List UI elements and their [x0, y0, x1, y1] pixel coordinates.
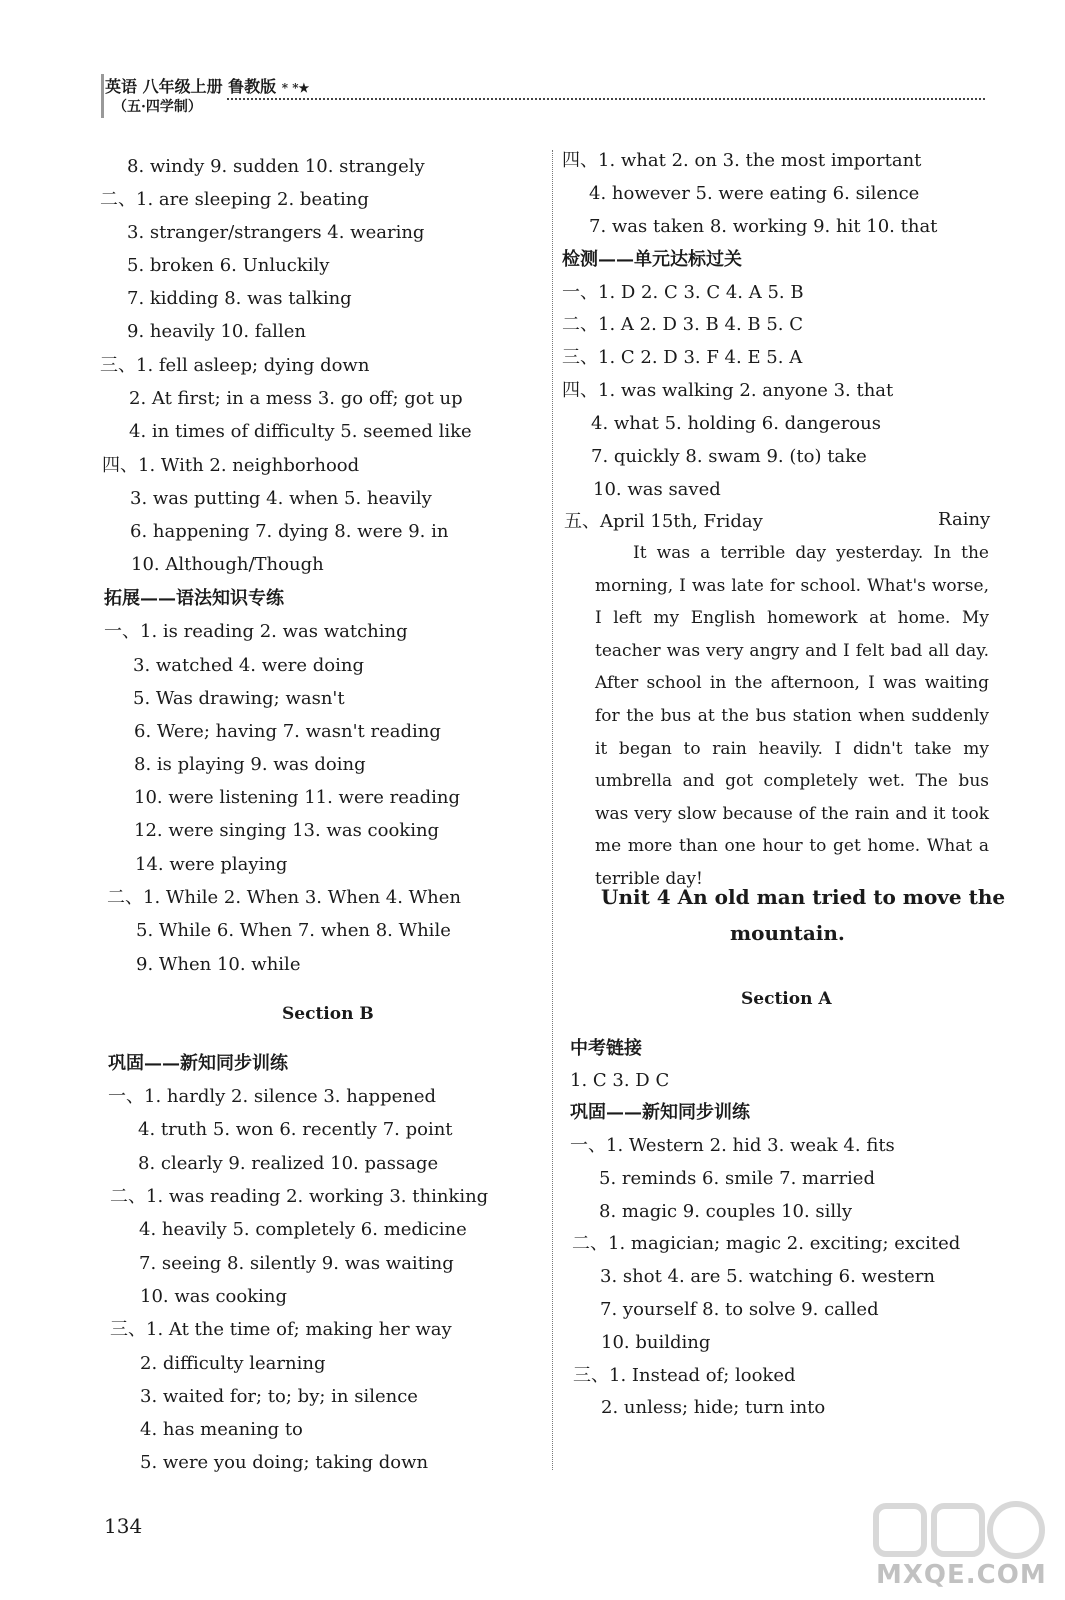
section-b-heading: Section B — [282, 1004, 374, 1024]
answer-line: 3. shot 4. are 5. watching 6. western — [600, 1266, 935, 1287]
book-title — [105, 74, 309, 97]
page-number: 134 — [104, 1514, 143, 1538]
answer-line: 二、1. While 2. When 3. When 4. When — [107, 887, 462, 908]
section-heading: 中考链接 — [570, 1038, 642, 1059]
answer-line: 9. heavily 10. fallen — [127, 321, 306, 342]
column-divider — [552, 150, 553, 1470]
answer-line: 3. watched 4. were doing — [133, 655, 365, 676]
answer-line: 6. Were; having 7. wasn't reading — [134, 721, 441, 742]
answer-line: 3. was putting 4. when 5. heavily — [130, 488, 432, 509]
answer-line: 2. difficulty learning — [140, 1353, 326, 1374]
answer-line: 12. were singing 13. was cooking — [134, 820, 440, 841]
answer-line: 4. truth 5. won 6. recently 7. point — [138, 1119, 453, 1140]
answer-line: 8. clearly 9. realized 10. passage — [138, 1153, 439, 1174]
answer-line: 一、1. is reading 2. was watching — [104, 621, 408, 642]
answer-line: 2. At first; in a mess 3. go off; got up — [129, 388, 463, 409]
answer-line: 8. windy 9. sudden 10. strangely — [127, 156, 425, 177]
answer-line: 4. however 5. were eating 6. silence — [589, 183, 920, 204]
answer-line: 1. C 3. D C — [570, 1070, 670, 1091]
answer-line: 4. what 5. holding 6. dangerous — [591, 413, 881, 434]
answer-line: 一、1. Western 2. hid 3. weak 4. fits — [570, 1135, 895, 1156]
answer-line: 二、1. was reading 2. working 3. thinking — [110, 1186, 489, 1207]
book-title-text: 英语 八年级上册 鲁教版 — [105, 77, 277, 96]
section-heading: 巩固——新知同步训练 — [108, 1053, 288, 1074]
answer-line: 4. has meaning to — [140, 1419, 303, 1440]
answer-line: 10. were listening 11. were reading — [134, 787, 460, 808]
answer-line: 一、1. D 2. C 3. C 4. A 5. B — [562, 282, 804, 303]
answer-line: 10. was cooking — [140, 1286, 287, 1307]
answer-line: 6. happening 7. dying 8. were 9. in — [130, 521, 449, 542]
essay-weather: Rainy — [938, 509, 991, 530]
answer-line: 8. magic 9. couples 10. silly — [599, 1201, 853, 1222]
answer-line: 7. yourself 8. to solve 9. called — [600, 1299, 879, 1320]
star-icons: * *★ — [281, 81, 310, 95]
header-dotted-rule — [227, 98, 985, 100]
page-header — [105, 74, 985, 122]
header-bar — [101, 74, 104, 118]
section-heading: 检测——单元达标过关 — [562, 249, 742, 270]
answer-line: 三、1. C 2. D 3. F 4. E 5. A — [562, 347, 803, 368]
section-a-heading: Section A — [741, 989, 832, 1009]
answer-line: 7. seeing 8. silently 9. was waiting — [139, 1253, 454, 1274]
answer-line: 4. in times of difficulty 5. seemed like — [129, 421, 472, 442]
answer-line: 5. broken 6. Unluckily — [127, 255, 330, 276]
answer-line: 三、1. Instead of; looked — [573, 1365, 796, 1386]
answer-line: 9. When 10. while — [136, 954, 301, 975]
answer-line: 三、1. At the time of; making her way — [110, 1319, 452, 1340]
answer-line: 8. is playing 9. was doing — [134, 754, 366, 775]
answer-line: 10. was saved — [593, 479, 721, 500]
watermark-text: MXQE.COM — [876, 1560, 1047, 1590]
answer-line: 10. building — [601, 1332, 711, 1353]
answer-line: 三、1. fell asleep; dying down — [100, 355, 370, 376]
answer-line: 一、1. hardly 2. silence 3. happened — [108, 1086, 437, 1107]
book-subtitle: （五·四学制） — [113, 99, 202, 115]
answer-line: 7. kidding 8. was talking — [127, 288, 352, 309]
essay-date: 五、April 15th, Friday — [564, 511, 763, 532]
section-heading: 拓展——语法知识专练 — [104, 588, 284, 609]
answer-line: 7. was taken 8. working 9. hit 10. that — [589, 216, 938, 237]
unit-title: Unit 4 An old man tried to move the — [601, 885, 1006, 909]
section-heading: 巩固——新知同步训练 — [570, 1102, 750, 1123]
answer-line: 4. heavily 5. completely 6. medicine — [139, 1219, 467, 1240]
answer-line: 5. were you doing; taking down — [140, 1452, 429, 1473]
unit-title-cont: mountain. — [730, 921, 845, 945]
answer-line: 7. quickly 8. swam 9. (to) take — [591, 446, 867, 467]
answer-line: 3. waited for; to; by; in silence — [140, 1386, 418, 1407]
answer-line: 二、1. are sleeping 2. beating — [100, 189, 369, 210]
essay-paragraph: It was a terrible day yesterday. In the morning, I was late for school. What's worse, I left my English homework at home. My teacher was very angry and I felt bad all day. After school in the afternoon, I was waiting for the bus at the bus station when suddenly it began to rain heavily. I didn't take my umbrella and got completely wet. The bus was very slow because of the rain and it took me more than one hour to get home. What a terrible day! — [595, 543, 989, 889]
answer-line: 四、1. what 2. on 3. the most important — [562, 150, 922, 171]
answer-line: 5. reminds 6. smile 7. married — [599, 1168, 875, 1189]
answer-line: 二、1. A 2. D 3. B 4. B 5. C — [562, 314, 804, 335]
answer-line: 10. Although/Though — [131, 554, 324, 575]
answer-line: 二、1. magician; magic 2. exciting; excited — [572, 1233, 961, 1254]
answer-line: 四、1. was walking 2. anyone 3. that — [562, 380, 894, 401]
answer-line: 3. stranger/strangers 4. wearing — [127, 222, 425, 243]
answer-line: 14. were playing — [135, 854, 288, 875]
answer-line: 5. While 6. When 7. when 8. While — [136, 920, 451, 941]
answer-line: 2. unless; hide; turn into — [601, 1397, 826, 1418]
answer-line: 四、1. With 2. neighborhood — [102, 455, 360, 476]
answer-line: 5. Was drawing; wasn't — [133, 688, 345, 709]
